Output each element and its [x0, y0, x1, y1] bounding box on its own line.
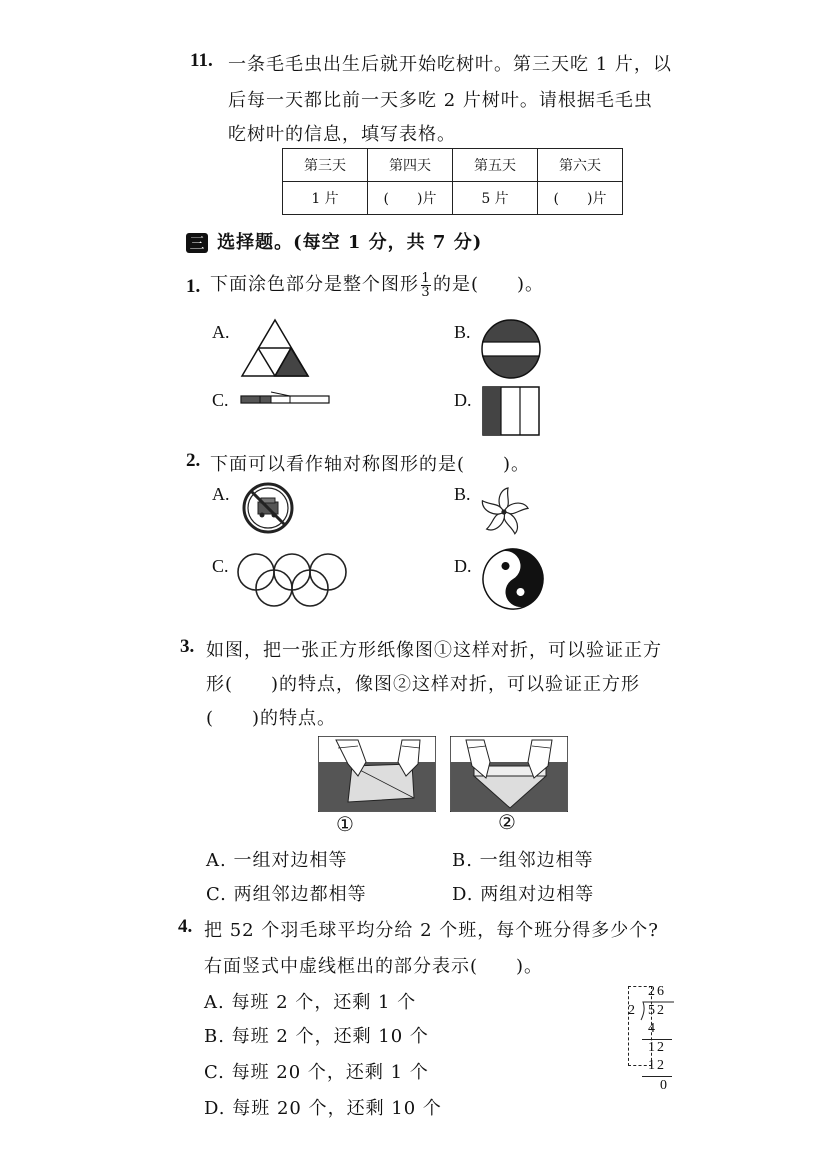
option-label[interactable]: B.: [454, 322, 471, 342]
caterpillar-table: [282, 148, 623, 215]
question-text-part: 的是( )。: [433, 274, 545, 295]
question-text-part: 下面涂色部分是整个图形: [210, 274, 419, 295]
divisor: 2: [628, 1003, 635, 1018]
option-label[interactable]: A.: [212, 322, 230, 342]
question-text: 形( )的特点，像图②这样对折，可以验证正方形: [206, 674, 641, 695]
question-text: 下面可以看作轴对称图形的是( )。: [210, 454, 531, 475]
dividend: 52: [648, 1003, 666, 1018]
bauhinia-flower-icon[interactable]: [476, 484, 532, 540]
option-c[interactable]: C. 两组邻边都相等: [206, 884, 367, 905]
table-cell: 1 片: [283, 182, 368, 215]
question-text: [210, 270, 544, 300]
option-d[interactable]: D. 两组对边相等: [452, 884, 595, 905]
fraction: [421, 272, 431, 299]
question-text: 一条毛毛虫出生后就开始吃树叶。第三天吃 1 片，以: [228, 54, 672, 75]
question-number: 1.: [186, 276, 201, 297]
option-label[interactable]: C.: [212, 390, 229, 410]
long-division: [626, 984, 678, 1100]
fraction-numerator: 1: [421, 270, 431, 286]
option-label[interactable]: A.: [212, 484, 230, 504]
question-number: 3.: [180, 636, 195, 657]
question-text: ( )的特点。: [206, 708, 337, 729]
option-a[interactable]: A. 每班 2 个，还剩 1 个: [204, 992, 417, 1013]
yin-yang-icon[interactable]: [480, 546, 546, 612]
option-c[interactable]: C. 每班 20 个，还剩 1 个: [204, 1062, 429, 1083]
olympic-rings-icon[interactable]: [236, 552, 348, 608]
division-step: 12: [648, 1040, 666, 1055]
section-header: [186, 228, 482, 254]
table-header: 第六天: [538, 149, 623, 182]
folding-paper-figure-2: [450, 736, 568, 812]
option-a[interactable]: A. 一组对边相等: [206, 850, 348, 871]
option-label[interactable]: B.: [454, 484, 471, 504]
question-number: 11.: [190, 50, 213, 71]
division-step: 12: [648, 1058, 666, 1073]
triangle-figure-option-a[interactable]: [240, 318, 310, 378]
table-cell: 5 片: [453, 182, 538, 215]
table-header: 第三天: [283, 149, 368, 182]
question-text: 后每一天都比前一天多吃 2 片树叶。请根据毛毛虫: [228, 90, 653, 111]
option-label[interactable]: D.: [454, 556, 472, 576]
figure-label: ②: [498, 810, 516, 834]
fraction-denominator: 3: [421, 284, 431, 300]
quotient: 26: [648, 984, 666, 999]
circle-figure-option-b[interactable]: [480, 318, 542, 380]
rectangle-figure-option-d[interactable]: [482, 386, 542, 438]
question-text: 把 52 个羽毛球平均分给 2 个班，每个班分得多少个?: [204, 920, 659, 941]
no-parking-sign-icon[interactable]: [242, 482, 294, 534]
question-number: 4.: [178, 916, 193, 937]
remainder: 0: [660, 1078, 667, 1093]
option-label[interactable]: C.: [212, 556, 229, 576]
strip-figure-option-c[interactable]: [240, 390, 332, 410]
option-label[interactable]: D.: [454, 390, 472, 410]
option-b[interactable]: B. 每班 2 个，还剩 10 个: [204, 1026, 429, 1047]
table-cell-answer[interactable]: ( )片: [368, 182, 453, 215]
table-header: 第四天: [368, 149, 453, 182]
division-step: 4: [648, 1021, 655, 1036]
question-text: 右面竖式中虚线框出的部分表示( )。: [204, 956, 544, 977]
folding-paper-figure-1: [318, 736, 436, 812]
question-number: 2.: [186, 450, 201, 471]
section-title: 选择题。(每空 1 分，共 7 分): [217, 232, 483, 253]
section-number-icon: 三: [186, 233, 208, 253]
question-text: 吃树叶的信息，填写表格。: [228, 124, 456, 145]
table-header: 第五天: [453, 149, 538, 182]
table-cell-answer[interactable]: ( )片: [538, 182, 623, 215]
option-d[interactable]: D. 每班 20 个，还剩 10 个: [204, 1098, 442, 1119]
figure-label: ①: [336, 812, 354, 836]
question-text: 如图，把一张正方形纸像图①这样对折，可以验证正方: [206, 640, 662, 661]
option-b[interactable]: B. 一组邻边相等: [452, 850, 594, 871]
